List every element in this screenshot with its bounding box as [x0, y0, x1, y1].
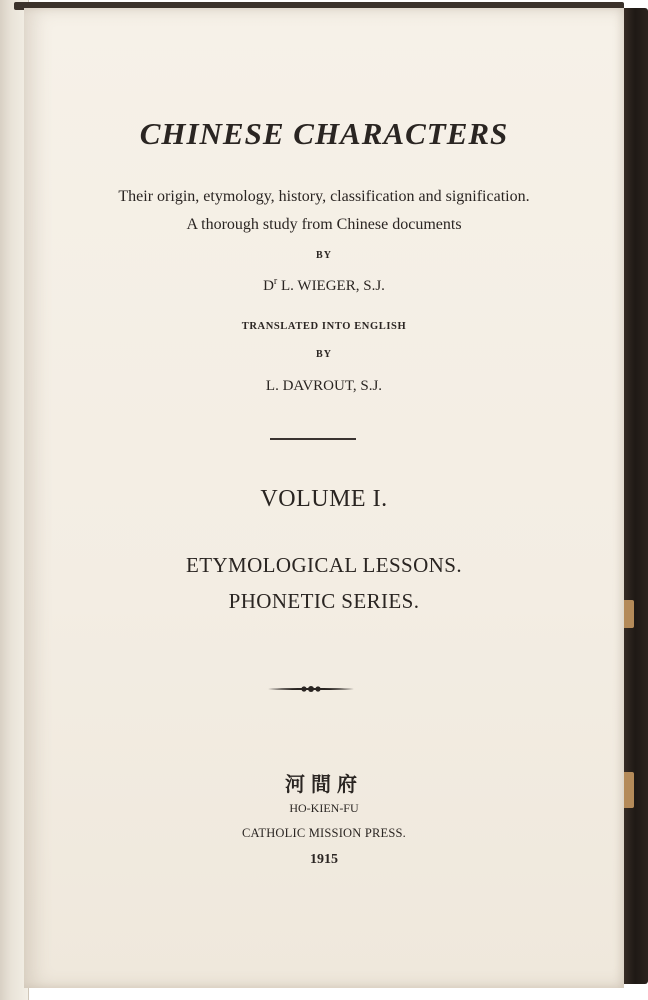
right-cover-board	[622, 8, 648, 984]
place-name: HO-KIEN-FU	[289, 801, 359, 815]
section-heading-1: ETYMOLOGICAL LESSONS.	[186, 553, 462, 577]
subtitle-line-1: Their origin, etymology, history, classification and signification.	[118, 188, 530, 205]
author	[24, 276, 624, 295]
chinese-place-name: 河間府	[285, 774, 363, 796]
translator: L. DAVROUT, S.J.	[265, 378, 383, 394]
translated-label: TRANSLATED INTO ENGLISH	[241, 321, 407, 332]
section-heading-2: PHONETIC SERIES.	[228, 589, 420, 613]
subtitle-line-2: A thorough study from Chinese documents	[186, 216, 462, 233]
publisher: CATHOLIC MISSION PRESS.	[241, 826, 406, 840]
title-page	[24, 8, 624, 988]
by-label: BY	[316, 250, 332, 261]
volume-heading: VOLUME I.	[260, 486, 388, 512]
by-label-2: BY	[316, 349, 332, 360]
divider-rule	[270, 438, 356, 440]
author-prefix: D	[263, 278, 274, 294]
author-name: L. WIEGER, S.J.	[277, 278, 385, 294]
publication-year: 1915	[310, 852, 338, 867]
ornament-divider	[268, 684, 354, 694]
book-title: CHINESE CHARACTERS	[139, 116, 509, 151]
author-prefix-superscript: r	[273, 276, 278, 287]
